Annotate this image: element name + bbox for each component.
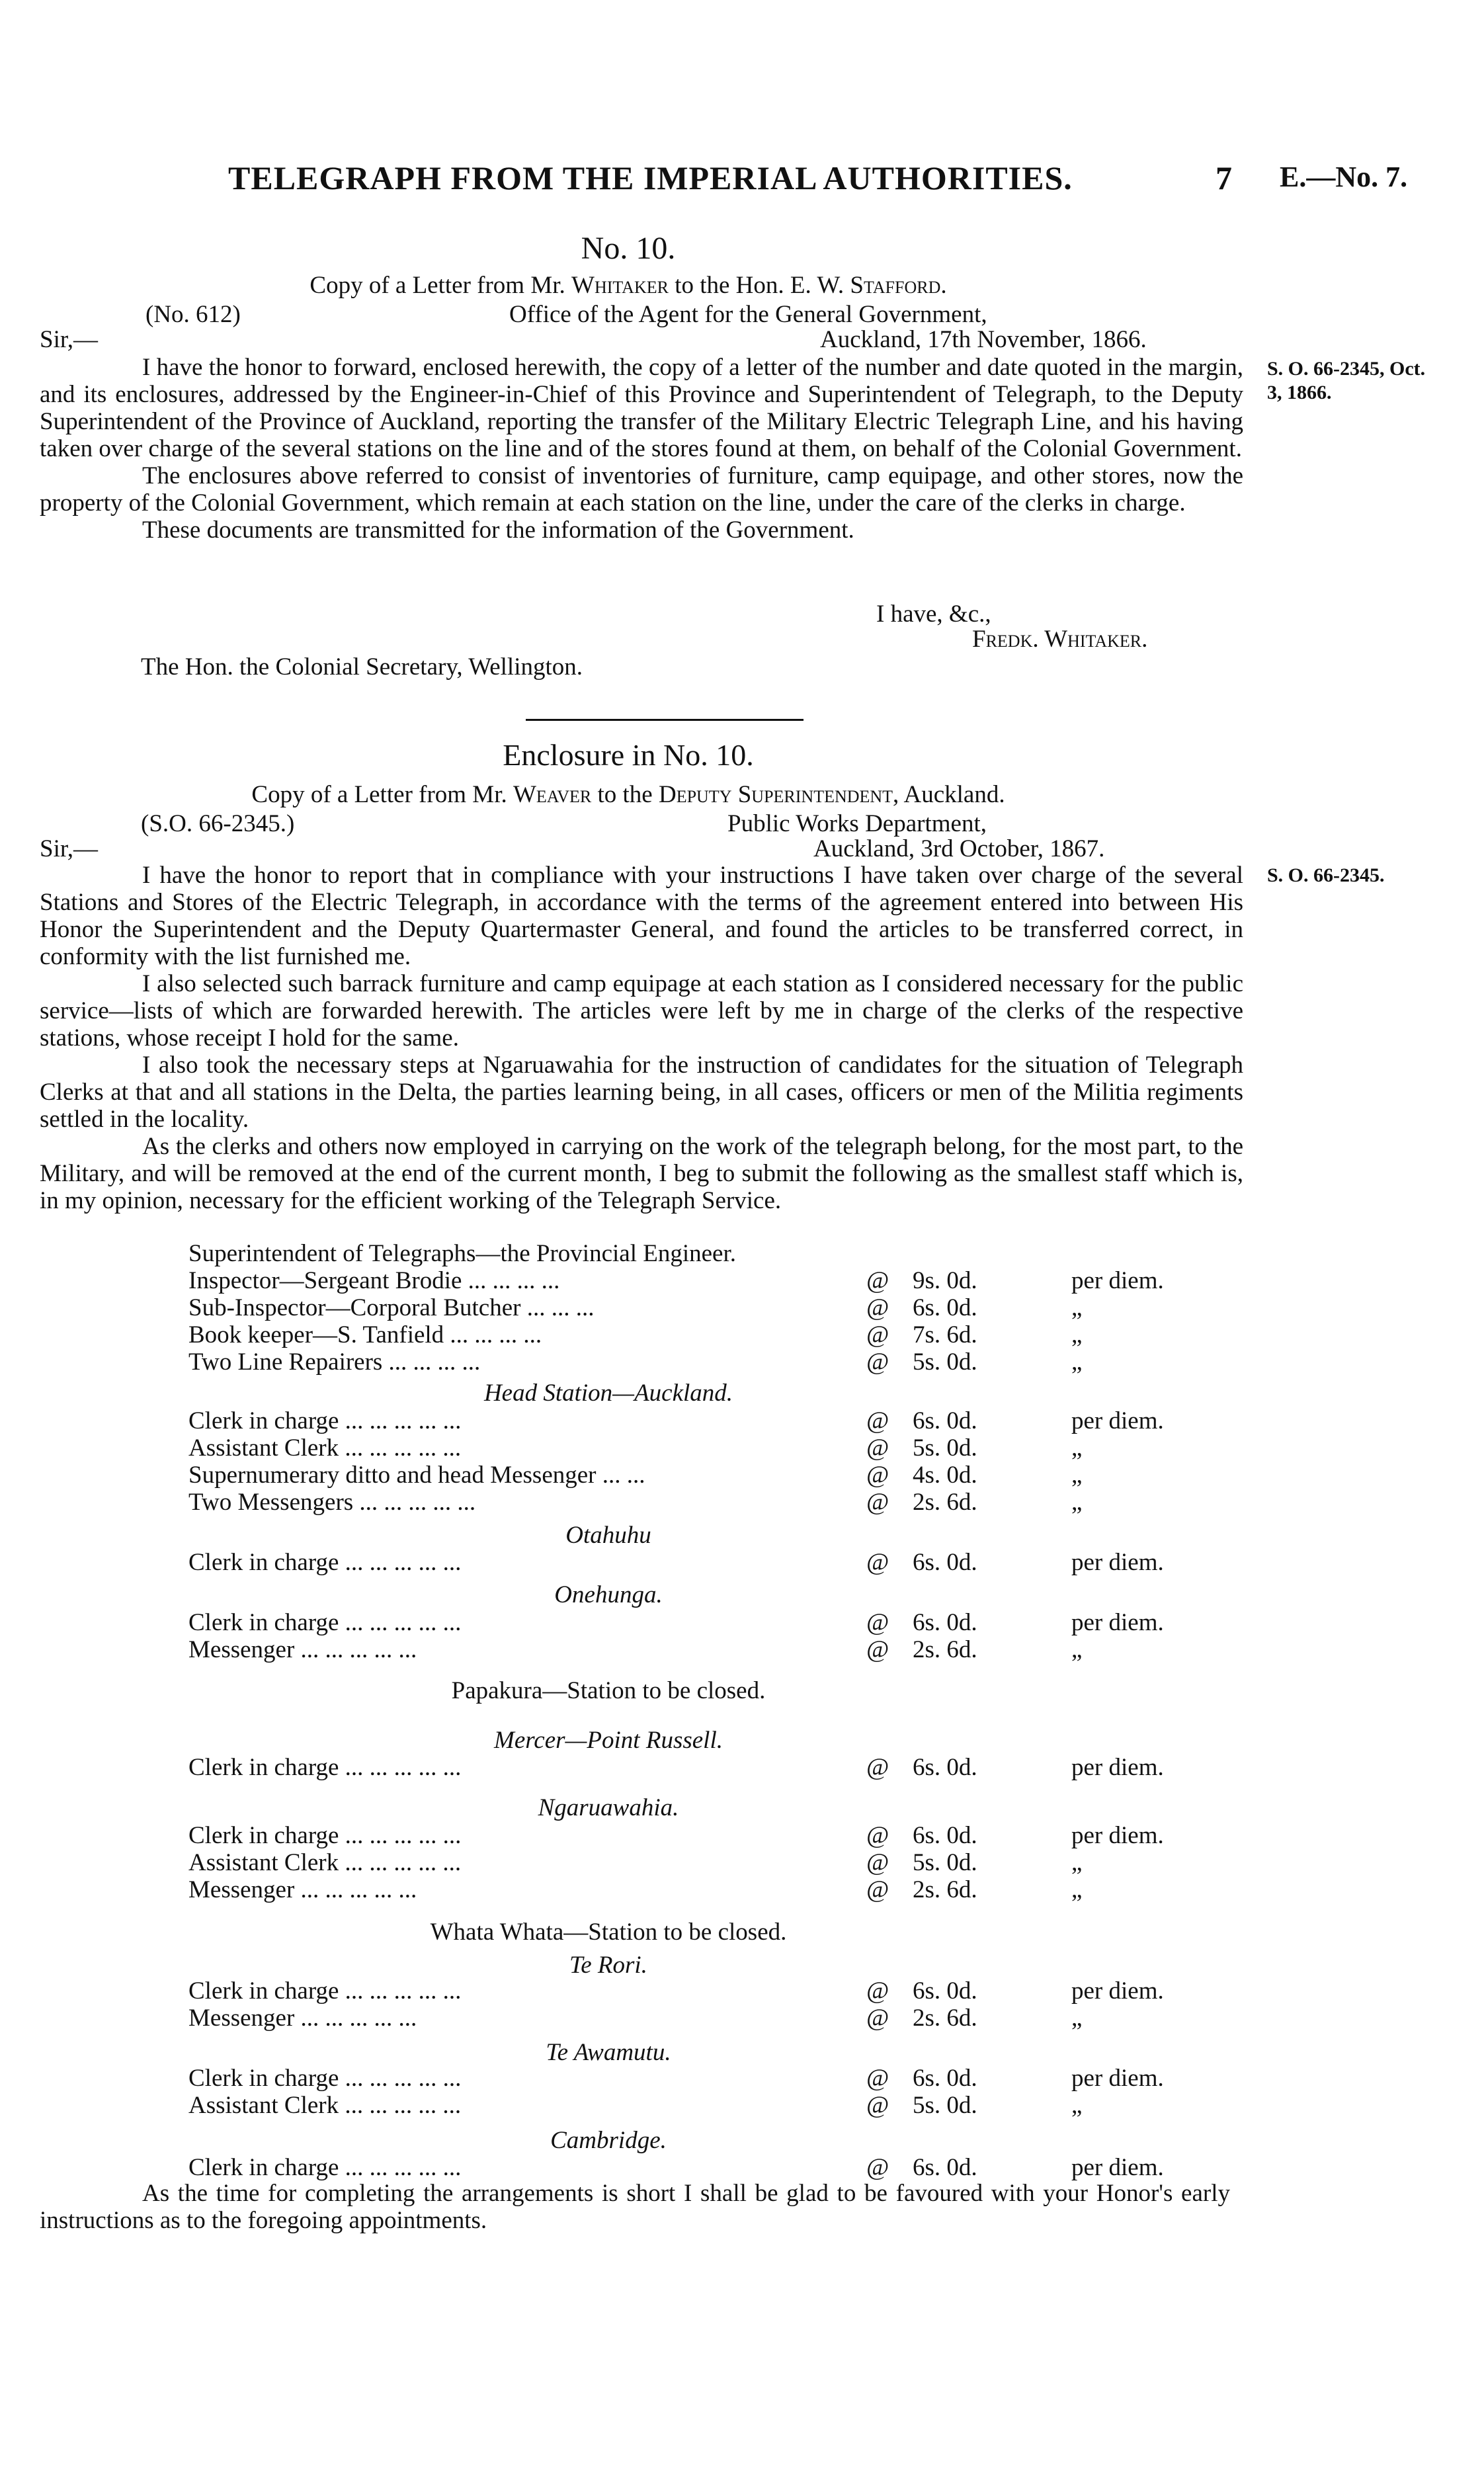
enclosure-paragraph: I also took the necessary steps at Ngaruawahia for the instruction of candidates for the situation of Telegraph Clerks at that and all stations in the Delta, the parties learning being, in all cases, officers or men of the Militia regiments settled in the locality. [40,1052,1243,1133]
enclosure-paragraph: As the clerks and others now employed in carrying on the work of the telegraph belong, for the most part, to the Military, and will be removed at the end of the current month, I beg to submit the following as the smallest staff which is, in my opinion, necessary for the efficient working of the Telegraph Service. [40,1133,1243,1214]
section-heading: Mercer—Point Russell. [494,1727,723,1754]
letter-number: No. 10. [581,231,676,266]
letter-paragraph: I have the honor to forward, enclosed herewith, the copy of a letter of the number and date quoted in the margin, and its enclosures, addressed by the Engineer-in-Chief of this Province and Superintendent of Telegraph, to the Deputy Superintendent of the Province of Auckland, reporting the transfer of the Military Electric Telegraph Line, and his having taken over charge of the several stations on the line and of the stores found at them, on behalf of the Colonial Government. [40,354,1243,462]
table-row: Book keeper—S. Tanfield ... ... ... ... @ 7s. 6d. „ [188,1321,1083,1348]
staff-table-otahuhu [188,1549,1204,1576]
letter-office: Office of the Agent for the General Government, [509,301,987,328]
letter-sender: Whitaker [571,272,669,299]
section-heading: Papakura—Station to be closed. [451,1677,766,1704]
table-row: Assistant Clerk ... ... ... ... ... @ 5s. 0d. „ [188,1434,1083,1462]
staff-superintendent: Superintendent of Telegraphs—the Provincial Engineer. [188,1240,736,1267]
section-heading: Ngaruawahia. [538,1794,679,1821]
letter-paragraph: The enclosures above referred to consist of inventories of furniture, camp equipage, and other stores, now the property of the Colonial Government, which remain at each station on the line, under the care of the clerks in charge. [40,462,1243,517]
table-row: Clerk in charge ... ... ... ... ... @ 6s. 0d. per diem. [188,2065,1164,2092]
letter-paragraph: These documents are transmitted for the information of the Government. [142,517,854,544]
enclosure-sender: Weaver [513,781,592,808]
table-row: Clerk in charge ... ... ... ... ... @ 6s. 0d. per diem. [188,1407,1164,1434]
table-row: Clerk in charge ... ... ... ... ... @ 6s. 0d. per diem. [188,1822,1164,1849]
letter-ref-no: (No. 612) [145,301,241,328]
section-heading: Te Rori. [569,1952,647,1979]
enclosure-closing-paragraph: As the time for completing the arrangements is short I shall be glad to be favoured with your Honor's early instructions as to the foregoing appointments. [40,2180,1230,2234]
table-row: Assistant Clerk ... ... ... ... ... @ 5s. 0d. „ [188,2092,1083,2119]
table-row: Clerk in charge ... ... ... ... ... @ 6s. 0d. per diem. [188,2154,1164,2181]
running-header-title: TELEGRAPH FROM THE IMPERIAL AUTHORITIES. [228,159,1073,196]
section-heading: Te Awamutu. [546,2039,671,2066]
staff-table-te-rori [188,1977,1204,2032]
enclosure-subtitle: Copy of a Letter from Mr. Weaver to the Deputy Superintendent, Auckland. [251,781,1005,808]
table-row: Messenger ... ... ... ... ... @ 2s. 6d. „ [188,2005,1083,2032]
enclosure-ref-no: (S.O. 66-2345.) [141,810,295,837]
enclosure-title: Enclosure in No. 10. [503,738,754,772]
letter-subtitle: Copy of a Letter from Mr. Whitaker to the Hon. E. W. Stafford. [309,272,947,299]
staff-table-onehunga [188,1609,1204,1663]
table-row: Two Line Repairers ... ... ... ... @ 5s. 0d. „ [188,1348,1083,1376]
section-heading: Whata Whata—Station to be closed. [430,1919,787,1946]
margin-note: S. O. 66-2345, Oct. 3, 1866. [1267,358,1426,403]
staff-table-auckland [188,1407,1204,1516]
letter-salutation: Sir,— [40,326,98,353]
table-row: Inspector—Sergeant Brodie ... ... ... ... @ 9s. 0d. per diem. [188,1267,1164,1294]
table-row: Supernumerary ditto and head Messenger ... ... @ 4s. 0d. „ [188,1462,1083,1489]
letter-body [40,354,1243,544]
section-heading: Onehunga. [554,1581,663,1608]
staff-table-mercer [188,1754,1204,1781]
table-row: Clerk in charge ... ... ... ... ... @ 6s. 0d. per diem. [188,1977,1164,2005]
enclosure-paragraph: I have the honor to report that in compliance with your instructions I have taken over charge of the several Stations and Stores of the Electric Telegraph, in accordance with the terms of the agreement entered into between His Honor the Superintendent and the Deputy Quartermaster General, and found the articles to be transferred correct, in conformity with the list furnished me. [40,862,1243,970]
table-row: Clerk in charge ... ... ... ... ... @ 6s. 0d. per diem. [188,1609,1164,1636]
document-reference: E.—No. 7. [1280,161,1408,193]
margin-note: S. O. 66-2345. [1267,864,1385,886]
section-heading: Otahuhu [565,1522,651,1549]
table-row: Clerk in charge ... ... ... ... ... @ 6s. 0d. per diem. [188,1549,1164,1576]
section-divider [526,719,804,721]
enclosure-paragraph: I also selected such barrack furniture and camp equipage at each station as I considered necessary for the public service—lists of which are forwarded herewith. The articles were left by me in charge of the clerks of the respective stations, whose receipt I hold for the same. [40,970,1243,1052]
enclosure-office: Public Works Department, [727,810,987,837]
staff-table-te-awamutu [188,2065,1204,2119]
page-number: 7 [1216,159,1232,196]
table-row: Messenger ... ... ... ... ... @ 2s. 6d. „ [188,1636,1083,1663]
letter-place-date: Auckland, 17th November, 1866. [820,326,1147,353]
staff-table-general [188,1267,1204,1376]
table-row: Clerk in charge ... ... ... ... ... @ 6s. 0d. per diem. [188,1754,1164,1781]
enclosure-salutation: Sir,— [40,835,98,862]
letter-signature: Fredk. Whitaker. [972,626,1148,653]
section-heading: Cambridge. [550,2127,667,2154]
letter-closing: I have, &c., [876,600,991,628]
staff-table-ngaruawahia [188,1822,1204,1903]
enclosure-body [40,862,1243,1214]
table-row: Messenger ... ... ... ... ... @ 2s. 6d. „ [188,1876,1083,1903]
letter-recipient: Stafford. [850,272,947,299]
section-heading: Head Station—Auckland. [483,1380,733,1407]
enclosure-place-date: Auckland, 3rd October, 1867. [813,835,1105,862]
table-row: Sub-Inspector—Corporal Butcher ... ... ... @ 6s. 0d. „ [188,1294,1083,1321]
enclosure-recipient: Deputy Superintendent [658,781,893,808]
staff-table-cambridge [188,2154,1204,2181]
table-row: Two Messengers ... ... ... ... ... @ 2s. 6d. „ [188,1489,1083,1516]
enclosure-closing [40,2180,1230,2234]
table-row: Assistant Clerk ... ... ... ... ... @ 5s. 0d. „ [188,1849,1083,1876]
letter-addressee: The Hon. the Colonial Secretary, Wellington. [141,653,583,681]
